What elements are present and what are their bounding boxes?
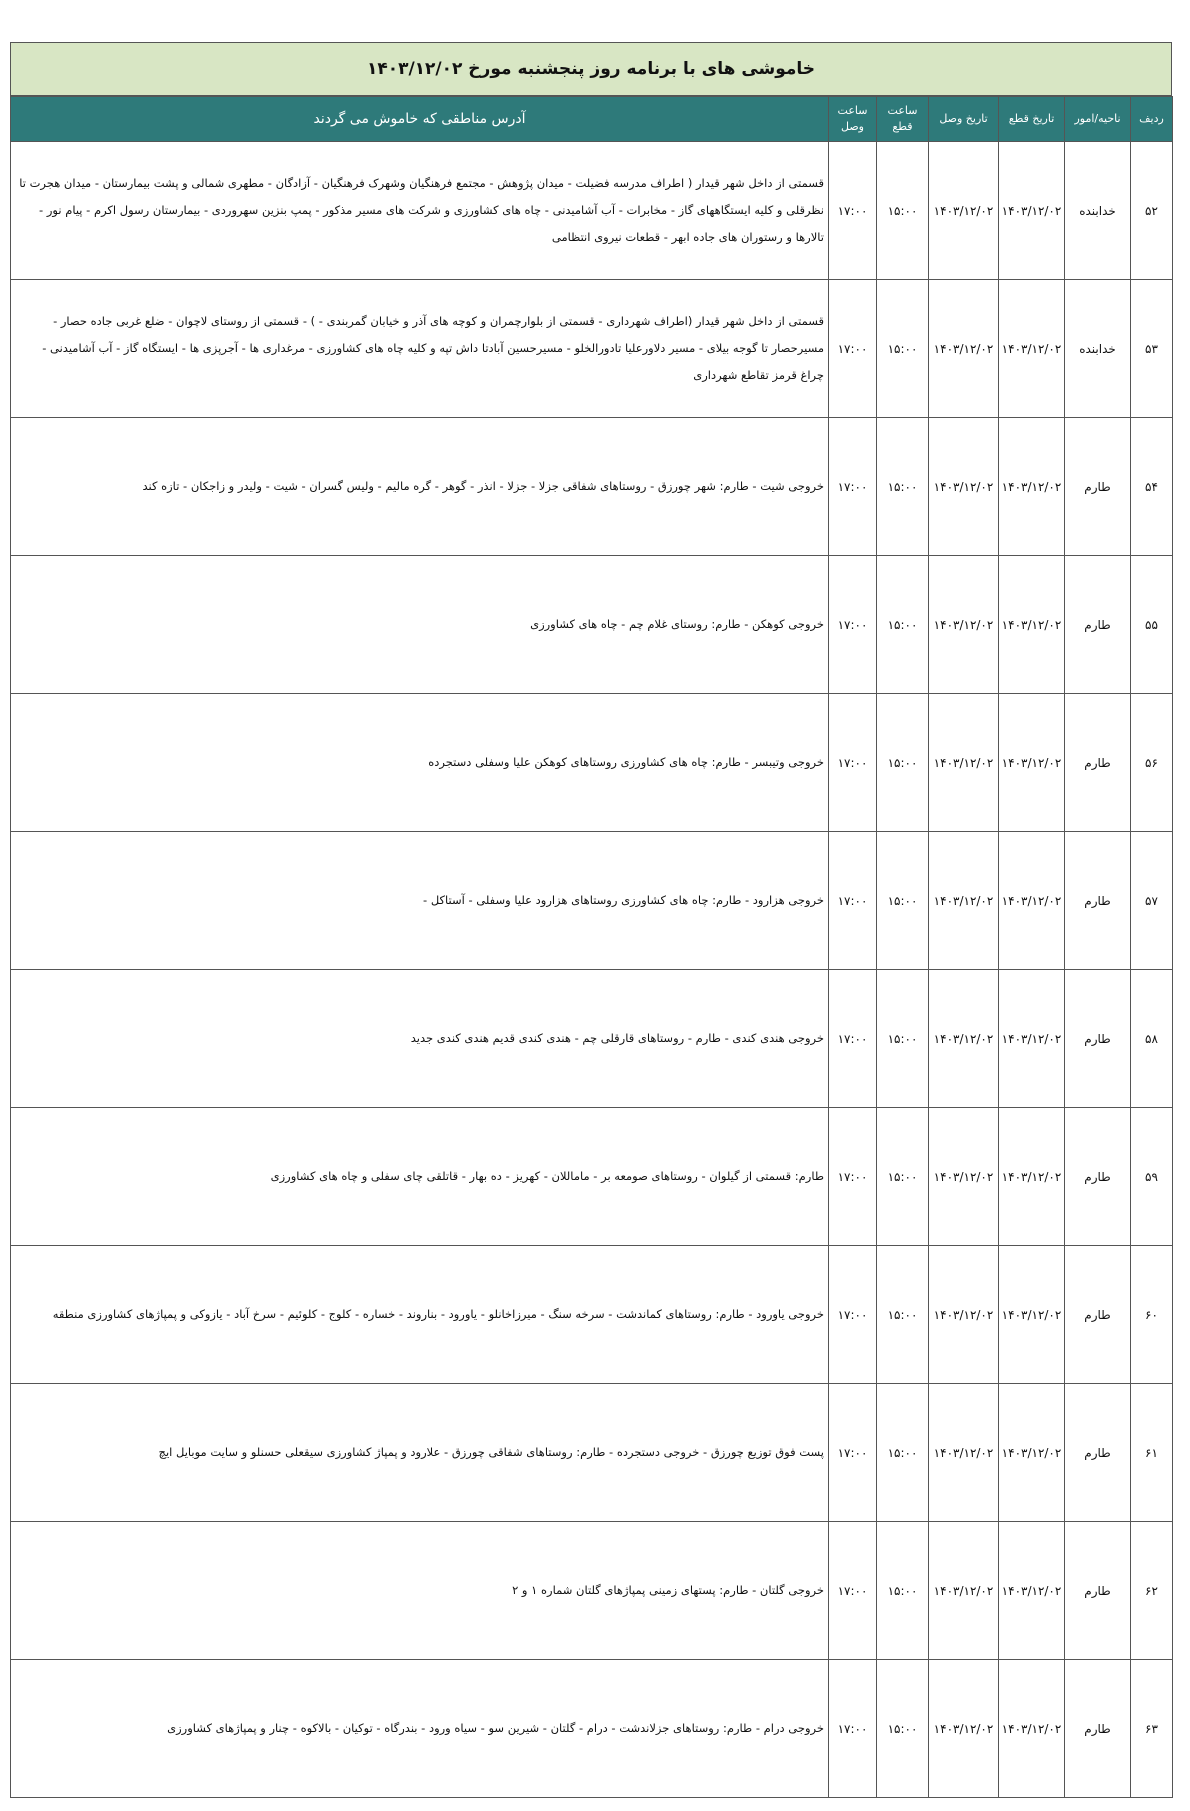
cell-cut-time bbox=[877, 556, 929, 694]
cell-connect-time-text: ۱۷:۰۰ bbox=[837, 1169, 868, 1184]
table-row bbox=[11, 142, 1173, 280]
cell-connect-date bbox=[929, 418, 999, 556]
header-district: ناحیه/امور bbox=[1065, 97, 1131, 142]
cell-connect-time-text: ۱۷:۰۰ bbox=[837, 1307, 868, 1322]
table-row bbox=[11, 1660, 1173, 1798]
cell-district: طارم bbox=[1065, 970, 1131, 1108]
cell-connect-date bbox=[929, 1522, 999, 1660]
cell-district: طارم bbox=[1065, 1660, 1131, 1798]
cell-connect-date bbox=[929, 1384, 999, 1522]
cell-cut-time-text: ۱۵:۰۰ bbox=[887, 893, 918, 908]
cell-cut-time bbox=[877, 970, 929, 1108]
header-cut-time: ساعت قطع bbox=[877, 97, 929, 142]
cell-cut-time bbox=[877, 1246, 929, 1384]
cell-connect-date bbox=[929, 1660, 999, 1798]
cell-cut-time bbox=[877, 1522, 929, 1660]
cell-connect-date-text: ۱۴۰۳/۱۲/۰۲ bbox=[933, 1169, 994, 1184]
page-title: خاموشی های با برنامه روز پنجشنبه مورخ ۱۴۰۳/۱۲/۰۲ bbox=[10, 42, 1172, 96]
cell-connect-time bbox=[829, 280, 877, 418]
cell-cut-date-text: ۱۴۰۳/۱۲/۰۲ bbox=[1001, 1169, 1062, 1184]
cell-row-number: ۵۴ bbox=[1131, 418, 1173, 556]
cell-cut-time-text: ۱۵:۰۰ bbox=[887, 1445, 918, 1460]
cell-connect-time-text: ۱۷:۰۰ bbox=[837, 1721, 868, 1736]
cell-cut-date bbox=[999, 1660, 1065, 1798]
cell-connect-time bbox=[829, 1246, 877, 1384]
cell-row-number: ۵۷ bbox=[1131, 832, 1173, 970]
cell-cut-date bbox=[999, 832, 1065, 970]
cell-connect-time-text: ۱۷:۰۰ bbox=[837, 479, 868, 494]
cell-cut-date bbox=[999, 1384, 1065, 1522]
cell-connect-date-text: ۱۴۰۳/۱۲/۰۲ bbox=[933, 1445, 994, 1460]
cell-connect-date bbox=[929, 556, 999, 694]
cell-cut-date bbox=[999, 280, 1065, 418]
cell-cut-date bbox=[999, 418, 1065, 556]
cell-address: خروجی یاورود - طارم: روستاهای کماندشت - سرخه سنگ - میرزاخانلو - یاورود - بناروند - خساره - کلوج - کلوئیم - سرخ آباد - یازوکی و پمپاژهای کشاورزی منطقه bbox=[11, 1246, 829, 1384]
cell-connect-date-text: ۱۴۰۳/۱۲/۰۲ bbox=[933, 341, 994, 356]
cell-connect-date bbox=[929, 142, 999, 280]
cell-connect-date-text: ۱۴۰۳/۱۲/۰۲ bbox=[933, 1721, 994, 1736]
cell-connect-time bbox=[829, 1660, 877, 1798]
cell-cut-time-text: ۱۵:۰۰ bbox=[887, 1721, 918, 1736]
cell-row-number: ۶۱ bbox=[1131, 1384, 1173, 1522]
cell-row-number: ۵۹ bbox=[1131, 1108, 1173, 1246]
outage-sheet bbox=[10, 42, 1172, 1798]
cell-cut-date-text: ۱۴۰۳/۱۲/۰۲ bbox=[1001, 1721, 1062, 1736]
cell-cut-date bbox=[999, 556, 1065, 694]
cell-connect-time-text: ۱۷:۰۰ bbox=[837, 203, 868, 218]
cell-cut-date-text: ۱۴۰۳/۱۲/۰۲ bbox=[1001, 1583, 1062, 1598]
cell-district: طارم bbox=[1065, 1384, 1131, 1522]
cell-cut-time-text: ۱۵:۰۰ bbox=[887, 755, 918, 770]
cell-connect-time bbox=[829, 970, 877, 1108]
header-address: آدرس مناطقی که خاموش می گردند bbox=[11, 97, 829, 142]
cell-cut-date bbox=[999, 142, 1065, 280]
table-row bbox=[11, 556, 1173, 694]
header-cut-date: تاریخ قطع bbox=[999, 97, 1065, 142]
cell-address: قسمتی از داخل شهر قیدار ( اطراف مدرسه فضیلت - میدان پژوهش - مجتمع فرهنگیان وشهرک فرهنگیان - آزادگان - مطهری شمالی و پشت بیمارستان - میدان هجرت تا نظرقلی و کلیه ایستگاههای گاز - مخابرات - آب آشامیدنی - چاه های کشاورزی و شرکت های مسیر مذکور - پمپ بنزین سهروردی - بیمارستان رسول اکرم - پیام نور - تالارها و رستوران های جاده ابهر - قطعات نیروی انتظامی bbox=[11, 142, 829, 280]
cell-cut-date bbox=[999, 694, 1065, 832]
cell-connect-time bbox=[829, 556, 877, 694]
cell-cut-time-text: ۱۵:۰۰ bbox=[887, 1031, 918, 1046]
table-row bbox=[11, 1522, 1173, 1660]
outage-table bbox=[10, 96, 1173, 1798]
cell-address: خروجی هندی کندی - طارم - روستاهای قارقلی چم - هندی کندی قدیم هندی کندی جدید bbox=[11, 970, 829, 1108]
cell-connect-time bbox=[829, 142, 877, 280]
table-row bbox=[11, 280, 1173, 418]
cell-connect-time-text: ۱۷:۰۰ bbox=[837, 1583, 868, 1598]
table-row bbox=[11, 1384, 1173, 1522]
cell-address: خروجی کوهکن - طارم: روستای غلام چم - چاه های کشاورزی bbox=[11, 556, 829, 694]
cell-cut-time-text: ۱۵:۰۰ bbox=[887, 1583, 918, 1598]
cell-connect-time-text: ۱۷:۰۰ bbox=[837, 617, 868, 632]
cell-connect-date bbox=[929, 1108, 999, 1246]
cell-address: خروجی وتیبسر - طارم: چاه های کشاورزی روستاهای کوهکن علیا وسفلی دستجرده bbox=[11, 694, 829, 832]
cell-connect-date-text: ۱۴۰۳/۱۲/۰۲ bbox=[933, 1307, 994, 1322]
cell-connect-date bbox=[929, 832, 999, 970]
cell-district: طارم bbox=[1065, 832, 1131, 970]
cell-cut-date-text: ۱۴۰۳/۱۲/۰۲ bbox=[1001, 203, 1062, 218]
cell-cut-time bbox=[877, 1660, 929, 1798]
cell-cut-date bbox=[999, 1522, 1065, 1660]
cell-connect-time-text: ۱۷:۰۰ bbox=[837, 755, 868, 770]
cell-connect-date-text: ۱۴۰۳/۱۲/۰۲ bbox=[933, 479, 994, 494]
cell-connect-date bbox=[929, 280, 999, 418]
cell-cut-time bbox=[877, 1108, 929, 1246]
header-row-no: ردیف bbox=[1131, 97, 1173, 142]
cell-connect-time bbox=[829, 1108, 877, 1246]
table-row bbox=[11, 832, 1173, 970]
cell-cut-time-text: ۱۵:۰۰ bbox=[887, 341, 918, 356]
cell-cut-date-text: ۱۴۰۳/۱۲/۰۲ bbox=[1001, 1031, 1062, 1046]
cell-cut-date-text: ۱۴۰۳/۱۲/۰۲ bbox=[1001, 617, 1062, 632]
cell-address: خروجی شیت - طارم: شهر چورزق - روستاهای شفاقی جزلا - جزلا - انذر - گوهر - گره مالیم - ولیس گسران - شیت - ولیدر و زاجکان - تازه کند bbox=[11, 418, 829, 556]
cell-cut-date bbox=[999, 1108, 1065, 1246]
cell-row-number: ۵۵ bbox=[1131, 556, 1173, 694]
cell-cut-time-text: ۱۵:۰۰ bbox=[887, 203, 918, 218]
header-connect-date: تاریخ وصل bbox=[929, 97, 999, 142]
cell-address: خروجی هزارود - طارم: چاه های کشاورزی روستاهای هزارود علیا وسفلی - آستاکل - bbox=[11, 832, 829, 970]
cell-row-number: ۵۳ bbox=[1131, 280, 1173, 418]
cell-address: طارم: قسمتی از گیلوان - روستاهای صومعه بر - ماماللان - کهریز - ده بهار - قاتلقی چای سفلی و چاه های کشاورزی bbox=[11, 1108, 829, 1246]
cell-row-number: ۵۲ bbox=[1131, 142, 1173, 280]
cell-district: خدابنده bbox=[1065, 142, 1131, 280]
cell-row-number: ۶۲ bbox=[1131, 1522, 1173, 1660]
cell-connect-time bbox=[829, 694, 877, 832]
cell-cut-time bbox=[877, 832, 929, 970]
cell-district: طارم bbox=[1065, 418, 1131, 556]
table-row bbox=[11, 970, 1173, 1108]
cell-connect-date-text: ۱۴۰۳/۱۲/۰۲ bbox=[933, 617, 994, 632]
cell-connect-time-text: ۱۷:۰۰ bbox=[837, 1445, 868, 1460]
cell-connect-date-text: ۱۴۰۳/۱۲/۰۲ bbox=[933, 203, 994, 218]
cell-cut-date-text: ۱۴۰۳/۱۲/۰۲ bbox=[1001, 479, 1062, 494]
cell-connect-time bbox=[829, 832, 877, 970]
cell-row-number: ۵۶ bbox=[1131, 694, 1173, 832]
cell-cut-date bbox=[999, 1246, 1065, 1384]
cell-connect-date-text: ۱۴۰۳/۱۲/۰۲ bbox=[933, 1583, 994, 1598]
cell-cut-date-text: ۱۴۰۳/۱۲/۰۲ bbox=[1001, 1307, 1062, 1322]
cell-connect-time bbox=[829, 418, 877, 556]
table-row bbox=[11, 694, 1173, 832]
cell-connect-time bbox=[829, 1384, 877, 1522]
cell-cut-time-text: ۱۵:۰۰ bbox=[887, 479, 918, 494]
cell-row-number: ۶۳ bbox=[1131, 1660, 1173, 1798]
table-body bbox=[11, 142, 1173, 1798]
cell-cut-date-text: ۱۴۰۳/۱۲/۰۲ bbox=[1001, 893, 1062, 908]
cell-connect-date-text: ۱۴۰۳/۱۲/۰۲ bbox=[933, 755, 994, 770]
cell-address: خروجی درام - طارم: روستاهای جزلاندشت - درام - گلتان - شیرین سو - سیاه ورود - بندرگاه - توکیان - بالاکوه - چنار و پمپاژهای کشاورزی bbox=[11, 1660, 829, 1798]
cell-cut-time-text: ۱۵:۰۰ bbox=[887, 617, 918, 632]
cell-cut-date-text: ۱۴۰۳/۱۲/۰۲ bbox=[1001, 1445, 1062, 1460]
cell-connect-time-text: ۱۷:۰۰ bbox=[837, 893, 868, 908]
cell-cut-time-text: ۱۵:۰۰ bbox=[887, 1307, 918, 1322]
cell-cut-date-text: ۱۴۰۳/۱۲/۰۲ bbox=[1001, 755, 1062, 770]
cell-address: خروجی گلتان - طارم: پستهای زمینی پمپاژهای گلتان شماره ۱ و ۲ bbox=[11, 1522, 829, 1660]
table-row bbox=[11, 1108, 1173, 1246]
cell-connect-time bbox=[829, 1522, 877, 1660]
cell-connect-date-text: ۱۴۰۳/۱۲/۰۲ bbox=[933, 893, 994, 908]
cell-row-number: ۶۰ bbox=[1131, 1246, 1173, 1384]
cell-connect-date bbox=[929, 970, 999, 1108]
cell-cut-time bbox=[877, 280, 929, 418]
cell-cut-date bbox=[999, 970, 1065, 1108]
cell-cut-time bbox=[877, 694, 929, 832]
table-row bbox=[11, 1246, 1173, 1384]
cell-district: طارم bbox=[1065, 1522, 1131, 1660]
cell-connect-time-text: ۱۷:۰۰ bbox=[837, 1031, 868, 1046]
table-header-row bbox=[11, 97, 1173, 142]
cell-address: پست فوق توزیع چورزق - خروجی دستجرده - طارم: روستاهای شفاقی چورزق - علارود و پمپاژ کشاورزی سیقعلی حسنلو و سایت موبایل ایچ bbox=[11, 1384, 829, 1522]
cell-district: خدابنده bbox=[1065, 280, 1131, 418]
cell-district: طارم bbox=[1065, 1108, 1131, 1246]
cell-connect-time-text: ۱۷:۰۰ bbox=[837, 341, 868, 356]
header-connect-time: ساعت وصل bbox=[829, 97, 877, 142]
cell-cut-time bbox=[877, 1384, 929, 1522]
cell-cut-date-text: ۱۴۰۳/۱۲/۰۲ bbox=[1001, 341, 1062, 356]
cell-address: قسمتی از داخل شهر قیدار (اطراف شهرداری - قسمتی از بلوارچمران و کوچه های آذر و خیابان گمربندی - ) - قسمتی از روستای لاچوان - ضلع غربی جاده حصار - مسیرحصار تا گوجه بیلای - مسیر دلاورعلیا تادورالخلو - مسیرحسین آبادتا داش تپه و کلیه چاه های کشاورزی - مرغداری ها - آجرپزی ها - ایستگاه گاز - آب آشامیدنی - چراغ قرمز تقاطع شهرداری bbox=[11, 280, 829, 418]
cell-connect-date bbox=[929, 1246, 999, 1384]
cell-row-number: ۵۸ bbox=[1131, 970, 1173, 1108]
cell-district: طارم bbox=[1065, 694, 1131, 832]
cell-connect-date-text: ۱۴۰۳/۱۲/۰۲ bbox=[933, 1031, 994, 1046]
cell-connect-date bbox=[929, 694, 999, 832]
cell-district: طارم bbox=[1065, 556, 1131, 694]
cell-cut-time bbox=[877, 418, 929, 556]
cell-district: طارم bbox=[1065, 1246, 1131, 1384]
cell-cut-time-text: ۱۵:۰۰ bbox=[887, 1169, 918, 1184]
cell-cut-time bbox=[877, 142, 929, 280]
table-row bbox=[11, 418, 1173, 556]
